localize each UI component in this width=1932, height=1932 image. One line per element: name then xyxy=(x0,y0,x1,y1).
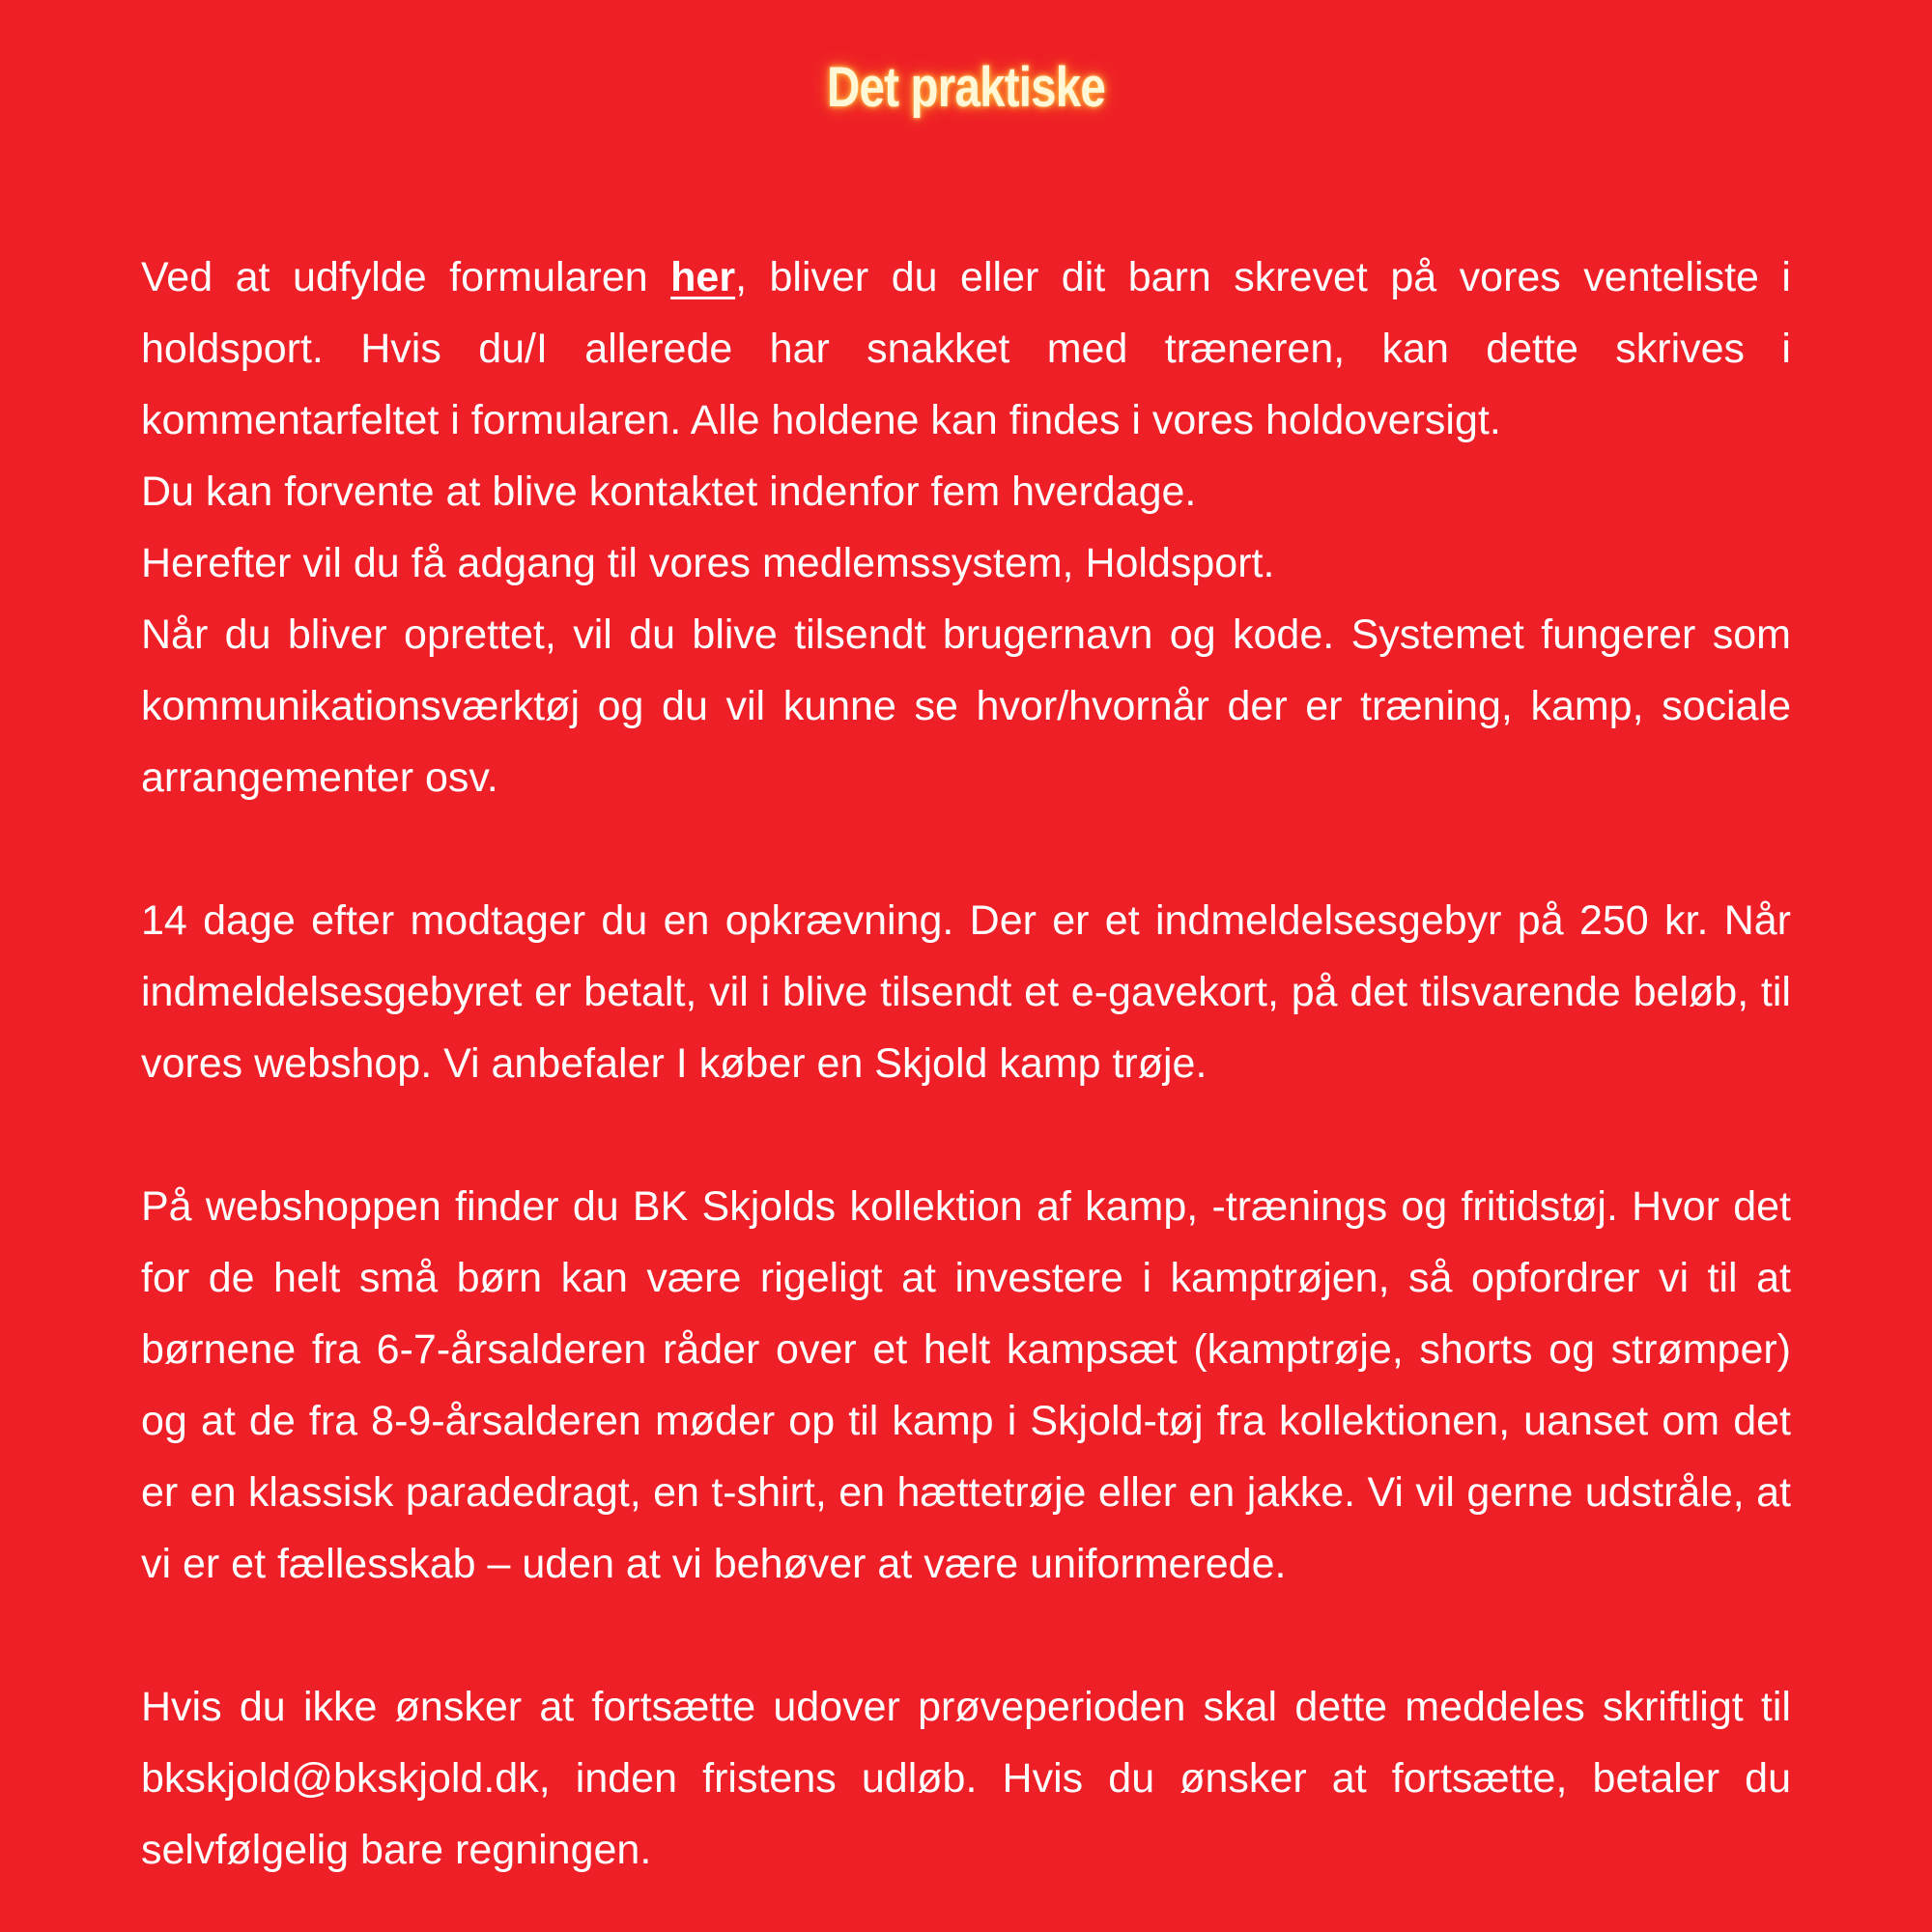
page-title: Det praktiske xyxy=(826,56,1106,119)
content-body xyxy=(141,242,1791,1886)
paragraph-spacer xyxy=(141,1600,1791,1671)
paragraph-fee: 14 dage efter modtager du en opkrævning. Der er et indmeldelsesgebyr på 250 kr. Når indmeldelsesgebyret er betalt, vil i blive tilsendt et e-gavekort, på det tilsvarende beløb, til vores webshop. Vi anbefaler I køber en Skjold kamp trøje. xyxy=(141,897,1791,1087)
paragraph-contact-time: Du kan forvente at blive kontaktet indenfor fem hverdage. xyxy=(141,469,1197,515)
paragraph-cancellation: Hvis du ikke ønsker at fortsætte udover prøveperioden skal dette meddeles skriftligt til bkskjold@bkskjold.dk, inden fristens udløb. Hvis du ønsker at fortsætte, betaler du selvfølgelig bare regningen. xyxy=(141,1684,1791,1873)
paragraph-system-info: Når du bliver oprettet, vil du blive tilsendt brugernavn og kode. Systemet fungerer som kommunikationsværktøj og du vil kunne se hvor/hvornår der er træning, kamp, sociale arrangementer osv. xyxy=(141,611,1791,801)
paragraph-spacer xyxy=(141,813,1791,885)
paragraph-holdsport-access: Herefter vil du få adgang til vores medlemssystem, Holdsport. xyxy=(141,540,1275,586)
paragraph-registration xyxy=(141,242,1791,456)
registration-text-after: , bliver du eller dit barn skrevet på vores venteliste i holdsport. Hvis du/I allerede har snakket med træneren, kan dette skrives i kommentarfeltet i formularen. Alle holdene kan findes i vores holdoversigt. xyxy=(141,254,1791,443)
paragraph-webshop: På webshoppen finder du BK Skjolds kollektion af kamp, -trænings og fritidstøj. Hvor det for de helt små børn kan være rigeligt at investere i kamptrøjen, så opfordrer vi til at børnene fra 6-7-årsalderen råder over et helt kampsæt (kamptrøje, shorts og strømper) og at de fra 8-9-årsalderen møder op til kamp i Skjold-tøj fra kollektionen, uanset om det er en klassisk paradedragt, en t-shirt, en hættetrøje eller en jakke. Vi vil gerne udstråle, at vi er et fællesskab – uden at vi behøver at være uniformerede. xyxy=(141,1183,1791,1587)
paragraph-spacer xyxy=(141,1099,1791,1171)
registration-text-before: Ved at udfylde formularen xyxy=(141,254,671,300)
registration-form-link[interactable]: her xyxy=(670,254,736,300)
